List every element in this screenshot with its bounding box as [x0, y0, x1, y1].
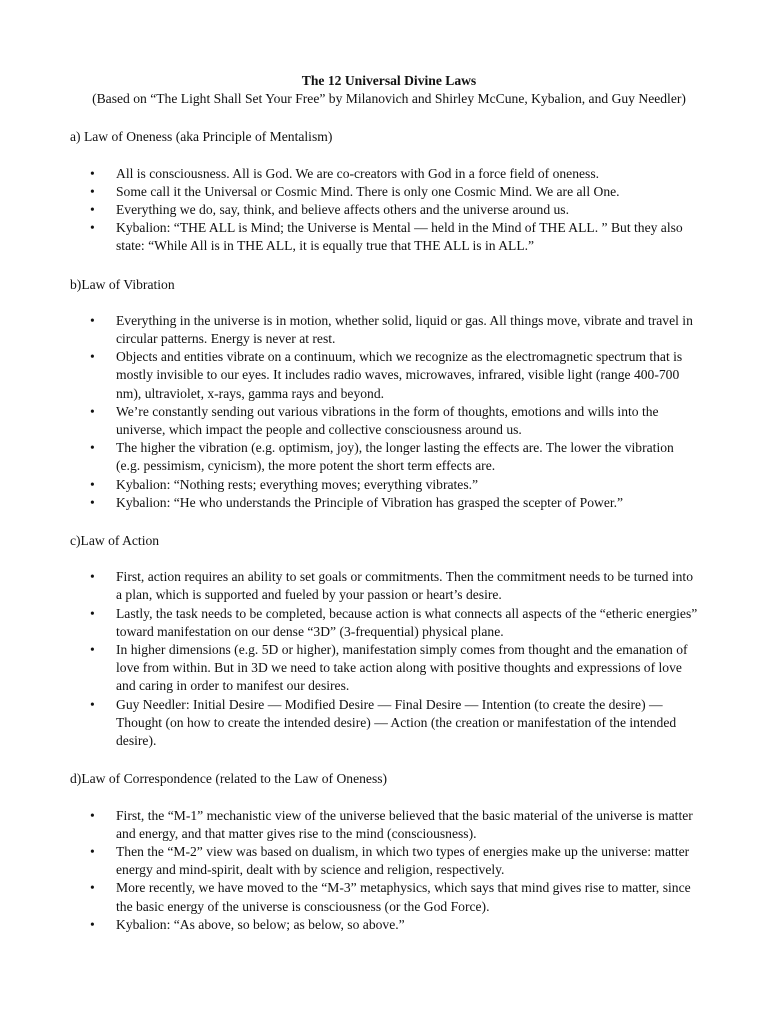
list-item: • Then the “M-2” view was based on dualism, in which two types of energies make up the universe: matter energy and mind-spirit, dealt with by science and religion, respectively. [90, 843, 690, 878]
bullet-icon: • [90, 642, 95, 658]
bullet-icon: • [90, 403, 95, 419]
bullet-icon: • [90, 696, 95, 712]
section-heading-action: c)Law of Action [70, 533, 160, 549]
list-item: • The higher the vibration (e.g. optimism, joy), the longer lasting the effects are. The lower the vibration (e.g. pessimism, cynicism), the more potent the short term effects are. [90, 440, 674, 474]
list-item: • Lastly, the task needs to be completed, because action is what connects all aspects of the “etheric energies” toward manifestation on our dense “3D” (3-frequential) physical plane. [90, 605, 698, 639]
bullet-icon: • [90, 494, 95, 510]
list-item: • Everything we do, say, think, and believe affects others and the universe around us. [80, 201, 698, 219]
bullet-list-oneness [80, 165, 698, 256]
list-item: • First, action requires an ability to set goals or commitments. Then the commitment needs to be turned into a plan, which is supported and fueled by your passion or heart’s desire. [90, 569, 693, 603]
section-heading-vibration: b)Law of Vibration [70, 276, 175, 292]
list-item: • In higher dimensions (e.g. 5D or higher), manifestation simply comes from thought and the emanation of love from within. But in 3D we need to take action along with positive thoughts and expressions of love and caring in order to manifest our desires. [90, 642, 688, 694]
list-item: • Guy Needler: Initial Desire — Modified Desire — Final Desire — Intention (to create the desire) — Thought (on how to create the intended desire) — Action (the creation or manifestation of the intended desire). [90, 696, 677, 749]
list-item: • First, the “M-1” mechanistic view of the universe believed that the basic material of the universe is matter and energy, and that matter gives rise to the mind (consciousness). [90, 807, 693, 841]
bullet-icon: • [90, 476, 95, 492]
bullet-list-vibration [80, 312, 698, 512]
bullet-icon: • [90, 165, 95, 181]
document-title: The 12 Universal Divine Laws [301, 73, 477, 88]
bullet-icon: • [90, 202, 95, 218]
list-item: • Everything in the universe is in motion, whether solid, liquid or gas. All things move, vibrate and travel in circular patterns. Energy is never at rest. [90, 312, 693, 347]
bullet-icon: • [90, 569, 95, 585]
list-item: • Kybalion: “Nothing rests; everything moves; everything vibrates.” [80, 476, 698, 494]
list-item: • Objects and entities vibrate on a continuum, which we recognize as the electromagnetic spectrum that is mostly invisible to our eyes. It includes radio waves, microwaves, infrared, visible light (range 400-700 nm), ultraviolet, x-rays, gamma rays and beyond. [90, 349, 683, 401]
bullet-icon: • [90, 440, 95, 456]
section-heading-oneness: a) Law of Oneness (aka Principle of Mentalism) [70, 129, 333, 145]
bullet-icon: • [90, 183, 95, 199]
bullet-icon: • [90, 807, 95, 823]
document-subtitle: (Based on “The Light Shall Set Your Free” by Milanovich and Shirley McCune, Kybalion, and Guy Needler) [92, 91, 686, 107]
bullet-list-action [80, 568, 698, 750]
bullet-icon: • [90, 880, 95, 896]
bullet-icon: • [90, 312, 95, 328]
bullet-icon: • [90, 605, 95, 621]
bullet-icon: • [90, 349, 95, 365]
list-item: • Kybalion: “As above, so below; as below, so above.” [80, 916, 698, 934]
list-item: • Some call it the Universal or Cosmic Mind. There is only one Cosmic Mind. We are all One. [80, 183, 698, 201]
list-item: • Kybalion: “He who understands the Principle of Vibration has grasped the scepter of Power.” [80, 494, 698, 512]
list-item: • Kybalion: “THE ALL is Mind; the Universe is Mental — held in the Mind of THE ALL. ” But they also state: “While All is in THE ALL, it is equally true that THE ALL is in ALL.” [90, 220, 683, 254]
bullet-icon: • [90, 843, 95, 859]
bullet-list-correspondence [80, 807, 698, 934]
list-item: • We’re constantly sending out various vibrations in the form of thoughts, emotions and wills into the universe, which impact the people and collective consciousness around us. [90, 403, 659, 438]
list-item: • More recently, we have moved to the “M-3” metaphysics, which says that mind gives rise to matter, since the basic energy of the universe is consciousness (or the God Force). [90, 880, 691, 914]
bullet-icon: • [90, 220, 95, 236]
bullet-icon: • [90, 916, 95, 932]
list-item: • All is consciousness. All is God. We are co-creators with God in a force field of oneness. [80, 165, 698, 183]
section-heading-correspondence: d)Law of Correspondence (related to the Law of Oneness) [70, 771, 388, 787]
